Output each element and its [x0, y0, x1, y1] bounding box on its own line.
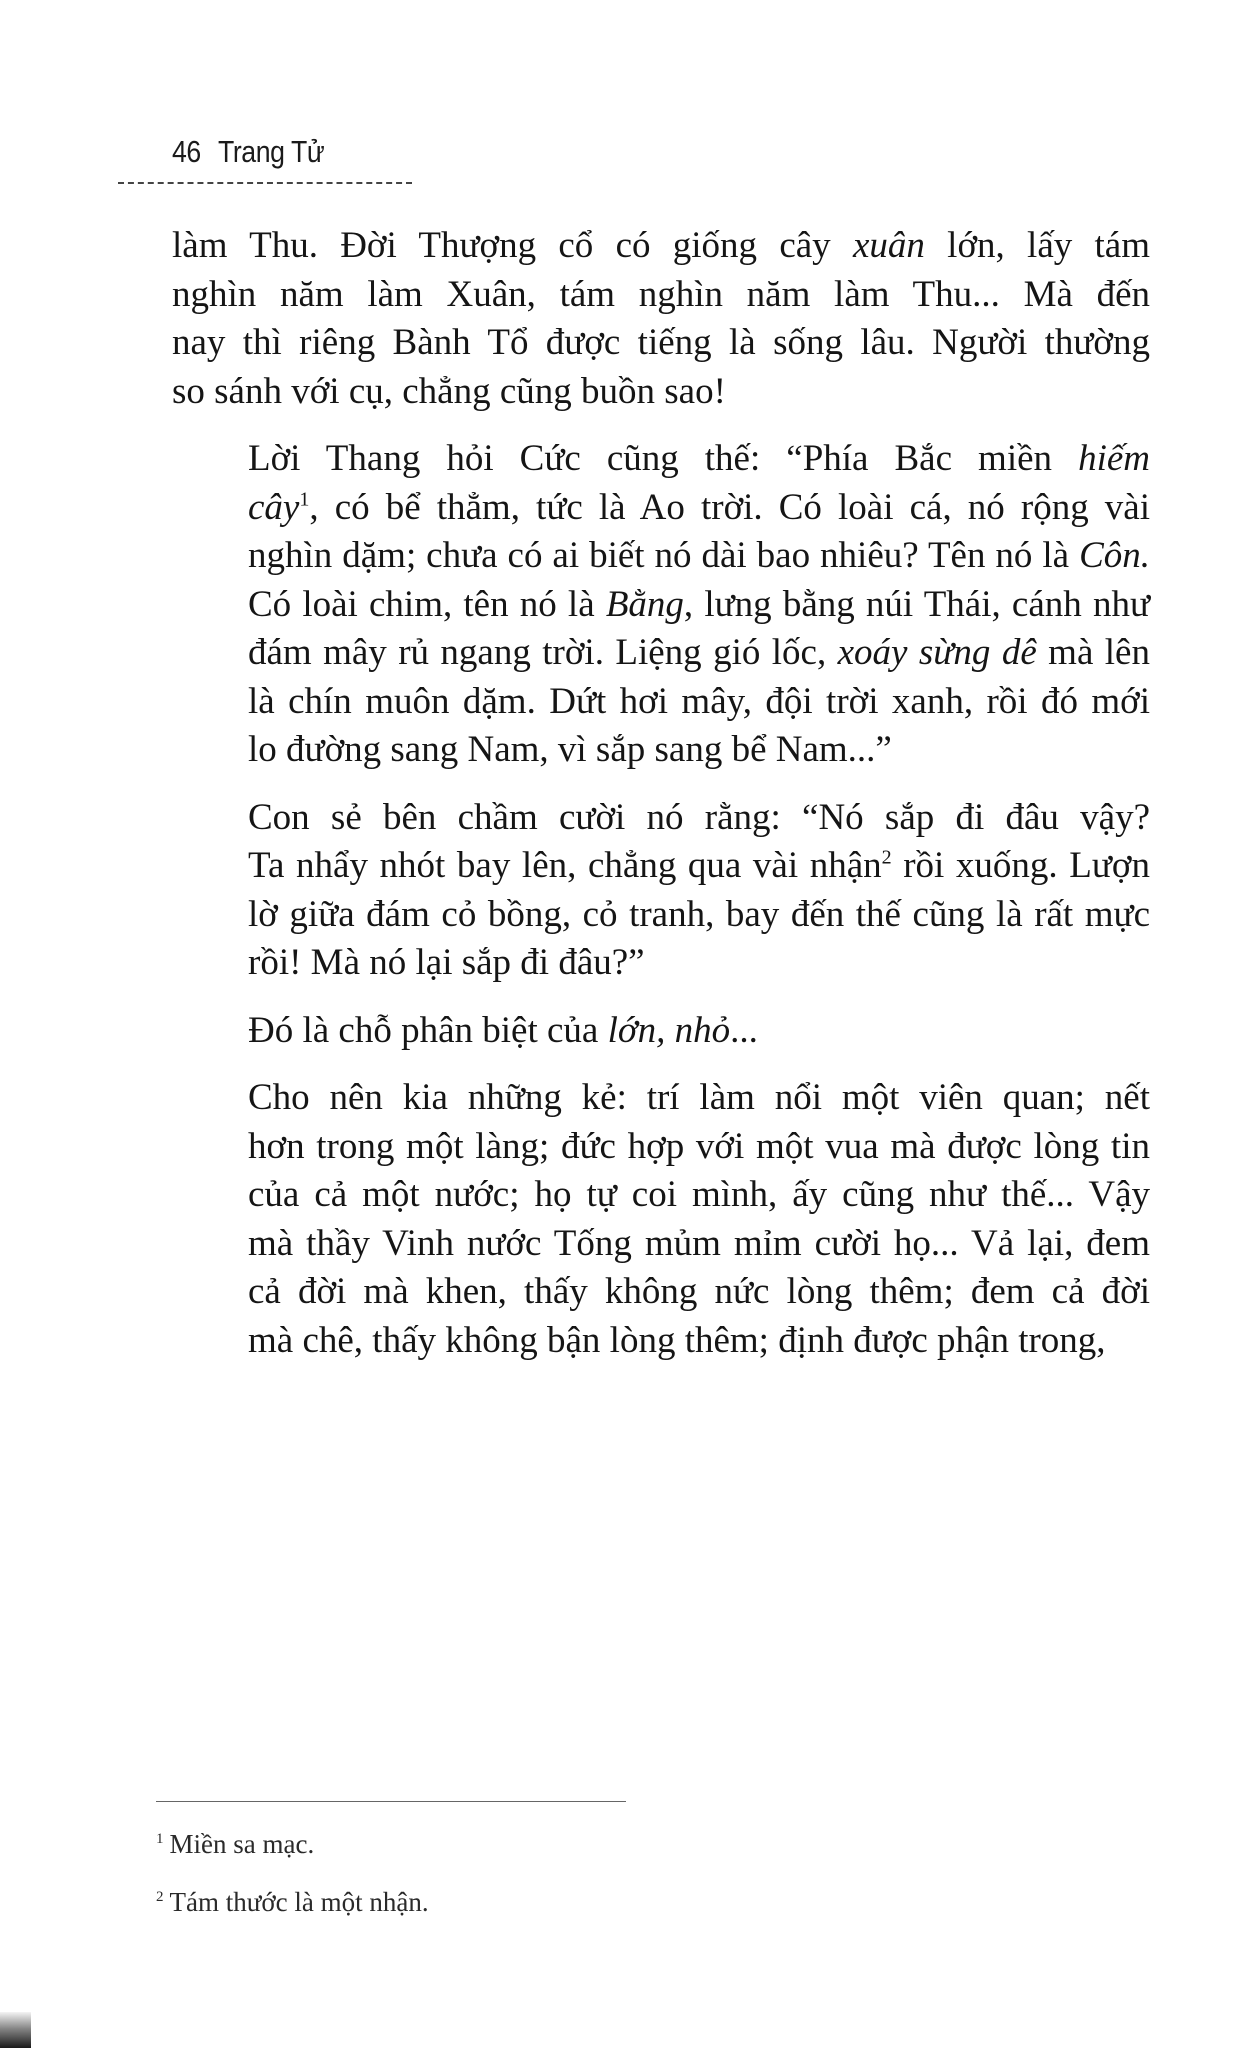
text-run: nghìn năm làm Xuân, tám nghìn năm làm Thu... Mà đến [172, 273, 1150, 315]
text-run: lờ giữa đám cỏ bồng, cỏ tranh, bay đến thế cũng là rất mực [248, 893, 1150, 935]
footnote-2 [156, 1882, 856, 1922]
text-run: Con sẻ bên chầm cười nó rằng: “Nó sắp đi đâu vậy? [248, 796, 1150, 838]
footnote-marker: 1 [156, 1831, 164, 1847]
text-line [172, 939, 1150, 988]
text-run: lo đường sang Nam, vì sắp sang bể Nam...” [248, 729, 892, 770]
header-dashed-rule [118, 182, 412, 184]
text-run: , có bể thẳm, tức là Ao trời. Có loài cá, nó rộng vài [309, 486, 1150, 528]
italic-term: xoáy sừng dê [837, 632, 1037, 673]
text-run: mà lên [1036, 632, 1150, 673]
text-run: cả đời mà khen, thấy không nức lòng thêm; đem cả đời [248, 1271, 1150, 1312]
footnote-marker: 2 [156, 1889, 164, 1905]
scan-corner-shadow [0, 2012, 31, 2048]
text-run: mà thầy Vinh nước Tống mủm mỉm cười họ... Vả lại, đem [248, 1222, 1150, 1264]
text-line [172, 1074, 1150, 1123]
text-run: của cả một nước; họ tự coi mình, ấy cũng như thế... Vậy [248, 1174, 1150, 1215]
text-run: lớn, lấy tám [924, 225, 1150, 266]
paragraph [172, 435, 1150, 775]
text-run: hơn trong một làng; đức hợp với một vua mà được lòng tin [248, 1125, 1150, 1167]
text-line [172, 484, 1150, 533]
text-line [172, 581, 1150, 630]
text-run: rồi! Mà nó lại sắp đi đâu?” [248, 942, 645, 983]
text-line [172, 1171, 1150, 1220]
text-line [172, 1123, 1150, 1172]
italic-term: Bằng [605, 583, 684, 625]
text-line [172, 1007, 1150, 1056]
text-run: Ta nhẩy nhót bay lên, chẳng qua vài nhận [248, 845, 882, 886]
text-run: nghìn dặm; chưa có ai biết nó dài bao nhiêu? Tên nó là [248, 535, 1080, 576]
page-number: 46 [172, 134, 201, 169]
paragraph [172, 1007, 1150, 1056]
text-line [172, 726, 1150, 775]
text-line [172, 629, 1150, 678]
paragraph [172, 794, 1150, 988]
running-header [172, 134, 324, 170]
footnote-text: Miền sa mạc. [169, 1829, 315, 1859]
text-line [172, 319, 1150, 368]
footnote-text: Tám thước là một nhận. [169, 1887, 429, 1917]
text-line [172, 1220, 1150, 1269]
text-line [172, 222, 1150, 271]
text-run: mà chê, thấy không bận lòng thêm; định được phận trong, [248, 1319, 1106, 1361]
text-run: so sánh với cụ, chẳng cũng buồn sao! [172, 370, 726, 412]
italic-term: lớn, nhỏ [607, 1009, 731, 1051]
text-run: Cho nên kia những kẻ: trí làm nổi một viên quan; nết [248, 1077, 1150, 1118]
footnote-ref: 2 [881, 846, 892, 869]
text-run: Có loài chim, tên nó là [248, 583, 606, 625]
text-run: đám mây rủ ngang trời. Liệng gió lốc, [248, 632, 838, 673]
text-line [172, 368, 1150, 417]
text-line [172, 1268, 1150, 1317]
text-line [172, 435, 1150, 484]
text-line [172, 891, 1150, 940]
text-run: Đó là chỗ phân biệt của [248, 1009, 608, 1051]
paragraph [172, 222, 1150, 416]
footnote-ref: 1 [299, 488, 310, 511]
text-run: , lưng bằng núi Thái, cánh như [683, 583, 1150, 625]
text-line [172, 271, 1150, 320]
paragraph [172, 1074, 1150, 1365]
text-line [172, 678, 1150, 727]
text-run: là chín muôn dặm. Dứt hơi mây, đội trời xanh, rồi đó mới [248, 680, 1150, 722]
text-run: nay thì riêng Bành Tổ được tiếng là sống lâu. Người thường [172, 322, 1150, 363]
text-run: ... [730, 1009, 758, 1051]
footnote-1 [156, 1824, 856, 1864]
footnotes [156, 1824, 856, 1940]
text-line [172, 842, 1150, 891]
body-text [172, 222, 1150, 1384]
italic-term: xuân [852, 225, 925, 266]
text-run: Lời Thang hỏi Cức cũng thế: “Phía Bắc miền [248, 438, 1079, 479]
italic-term: cây [248, 486, 300, 528]
text-line [172, 794, 1150, 843]
text-run: làm Thu. Đời Thượng cổ có giống cây [172, 225, 853, 266]
footnote-rule [156, 1801, 626, 1802]
text-line [172, 532, 1150, 581]
running-title: Trang Tử [217, 134, 325, 169]
italic-term: hiếm [1078, 438, 1150, 479]
italic-term: Côn. [1079, 535, 1150, 576]
text-line [172, 1317, 1150, 1366]
text-run: rồi xuống. Lượn [891, 845, 1150, 886]
